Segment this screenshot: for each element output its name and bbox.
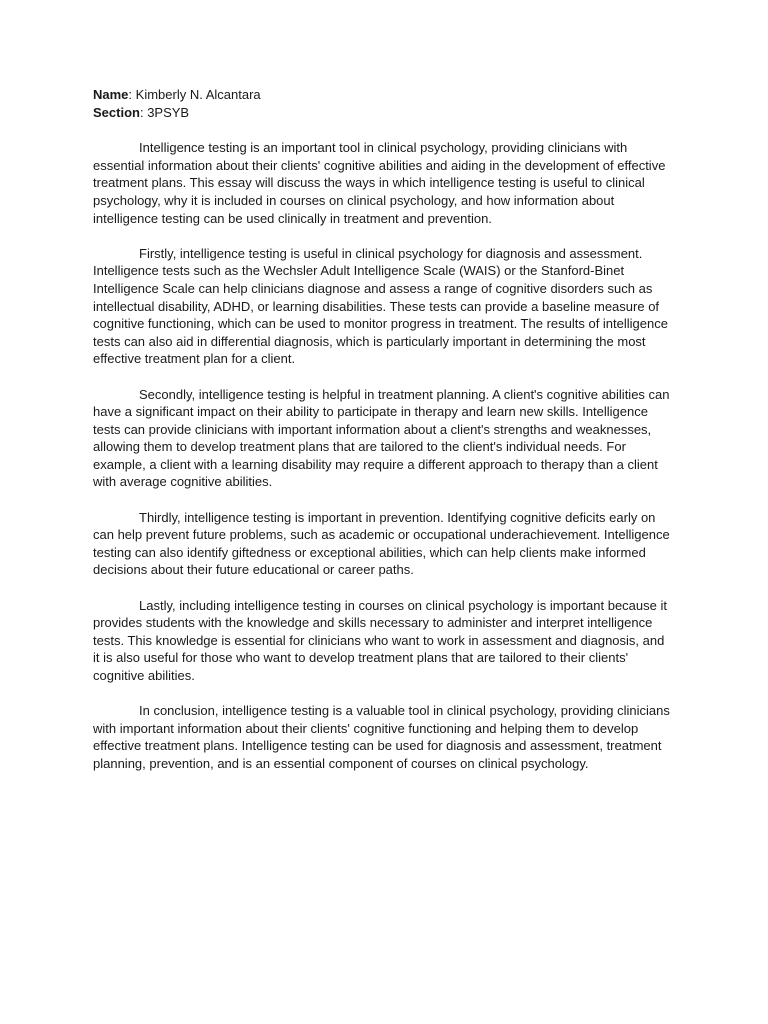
section-value: : 3PSYB <box>139 104 190 120</box>
name-value: : Kimberly N. Alcantara <box>128 87 261 102</box>
essay-paragraph-courses: Lastly, including intelligence testing in courses on clinical psychology is important because it provides students with the knowledge and skills necessary to administer and interpret intelligence tests. This knowledge is essential for clinicians who want to work in assessment and diagnosis, and it is also useful for those who want to develop treatment plans that are tailored to their clients' cognitive abilities. <box>93 597 667 683</box>
essay-conclusion: In conclusion, intelligence testing is a valuable tool in clinical psychology, providing clinicians with important information about their clients' cognitive functioning and helping them to develop effective treatment plans. Intelligence testing can be used for diagnosis and assessment, treatment planning, prevention, and is an essential component of courses on clinical psychology. <box>93 703 670 771</box>
document-body <box>93 86 673 790</box>
essay-paragraph-treatment-planning: Secondly, intelligence testing is helpful in treatment planning. A client's cognitive abilities can have a significant impact on their ability to participate in therapy and learn new skills. Intelligence tests can provide clinicians with important information about a client's strengths and weaknesses, allowing them to develop treatment plans that are tailored to the client's individual needs. For example, a client with a learning disability may require a different approach to therapy than a client with average cognitive abilities. <box>93 386 670 490</box>
student-info <box>93 86 673 121</box>
essay-paragraph-prevention: Thirdly, intelligence testing is important in prevention. Identifying cognitive deficits early on can help prevent future problems, such as academic or occupational underachievement. Intelligence testing can also identify giftedness or exceptional abilities, which can help clients make informed decisions about their future educational or career paths. <box>93 509 670 578</box>
section-line <box>93 104 673 122</box>
essay-paragraph-diagnosis: Firstly, intelligence testing is useful in clinical psychology for diagnosis and assessment. Intelligence tests such as the Wechsler Adult Intelligence Scale (WAIS) or the Stanford-Binet Intelligence Scale can help clinicians diagnose and assess a range of cognitive disorders such as intellectual disability, ADHD, or learning disabilities. These tests can provide a baseline measure of cognitive functioning, which can be used to monitor progress in treatment. The results of intelligence tests can also aid in differential diagnosis, which is particularly important in determining the most effective treatment plan for a client. <box>93 245 668 367</box>
essay-introduction: Intelligence testing is an important tool in clinical psychology, providing clinicians with essential information about their clients' cognitive abilities and aiding in the development of effective treatment plans. This essay will discuss the ways in which intelligence testing is useful to clinical psychology, why it is included in courses on clinical psychology, and how information about intelligence testing can be used clinically in treatment and prevention. <box>93 140 666 226</box>
section-label: Section <box>93 104 140 120</box>
name-line <box>93 86 673 104</box>
name-label: Name <box>93 87 129 102</box>
